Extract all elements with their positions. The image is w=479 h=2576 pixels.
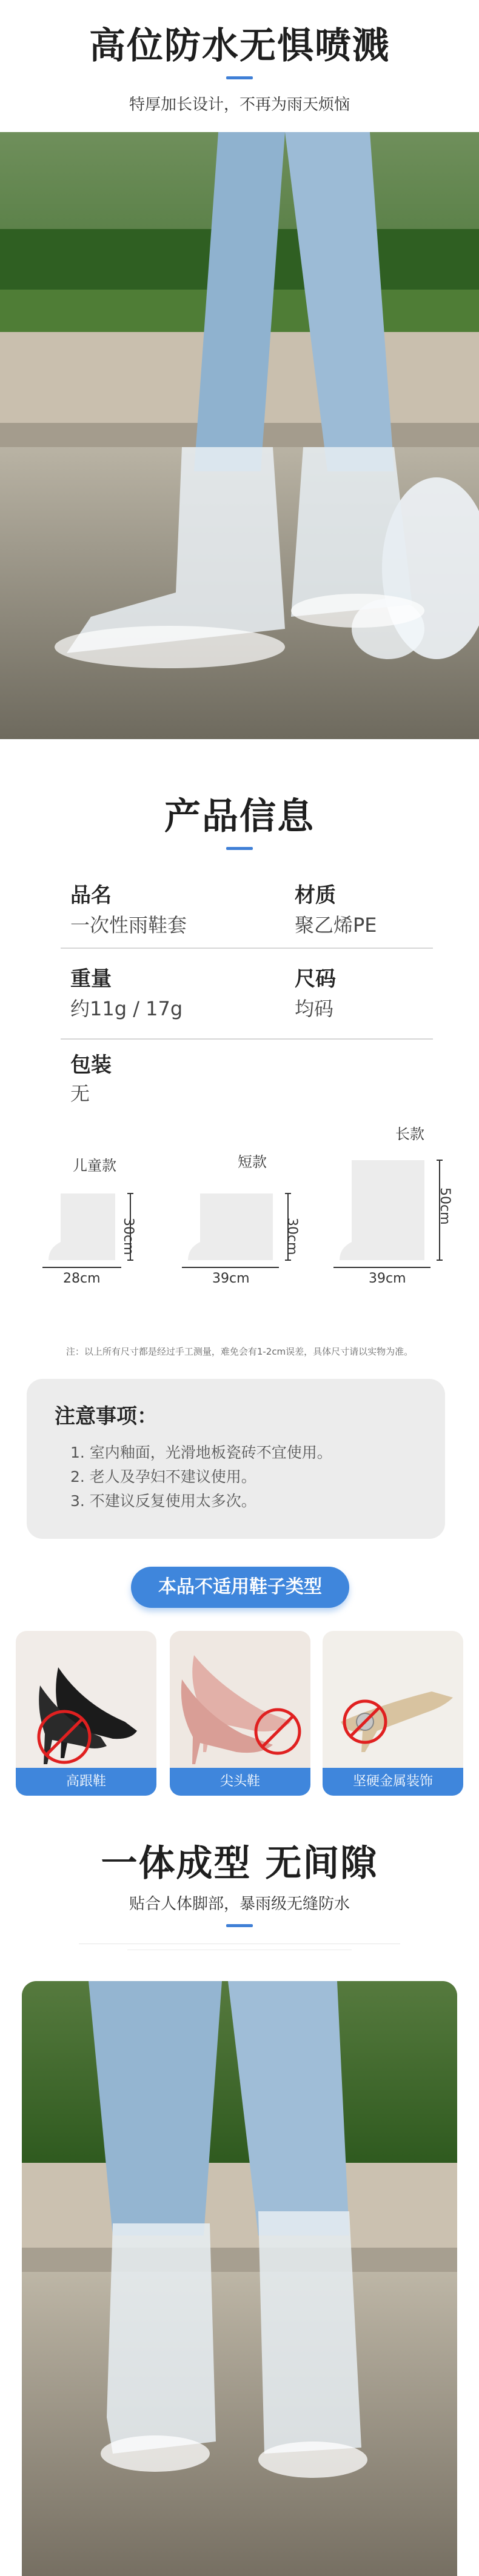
bottom-photo-illustration xyxy=(22,1981,457,2576)
short-width-label: 39cm xyxy=(212,1271,250,1286)
notice-item: 2. 老人及孕妇不建议使用。 xyxy=(70,1468,256,1486)
field-label-package: 包装 xyxy=(70,1053,112,1077)
section3-title: 一体成型 无间隙 xyxy=(101,1842,378,1885)
kids-height-label: 30cm xyxy=(121,1218,136,1255)
high-heel-illustration xyxy=(16,1631,156,1768)
hero-photo-splash xyxy=(0,132,479,739)
short-boot-icon xyxy=(188,1193,273,1260)
section1-title: 高位防水无惧喷溅 xyxy=(89,25,390,67)
bottom-photo-wading xyxy=(22,1981,457,2576)
size-name-long: 长款 xyxy=(395,1126,424,1143)
field-value-name: 一次性雨鞋套 xyxy=(70,914,187,937)
size-name-kids: 儿童款 xyxy=(73,1157,116,1174)
field-value-size: 均码 xyxy=(295,997,334,1020)
pointed-toe-illustration xyxy=(170,1631,310,1768)
notice-item: 3. 不建议反复使用太多次。 xyxy=(70,1492,256,1510)
field-value-package: 无 xyxy=(70,1082,90,1105)
field-value-material: 聚乙烯PE xyxy=(295,914,377,937)
long-width-label: 39cm xyxy=(369,1271,406,1286)
card-high-heel xyxy=(16,1631,156,1796)
kids-width-label: 28cm xyxy=(63,1271,101,1286)
title-accent-bar xyxy=(226,847,253,850)
field-label-size: 尺码 xyxy=(295,967,336,991)
card-label-metal-decoration: 坚硬金属装饰 xyxy=(323,1768,463,1796)
section3-subtitle: 贴合人体脚部，暴雨级无缝防水 xyxy=(129,1895,350,1913)
section2-title: 产品信息 xyxy=(164,795,315,838)
kids-boot-icon xyxy=(49,1193,115,1260)
hero-photo-illustration xyxy=(0,132,479,739)
size-name-short: 短款 xyxy=(238,1154,267,1170)
notice-item: 1. 室内釉面，光滑地板瓷砖不宜使用。 xyxy=(70,1444,332,1461)
info-divider xyxy=(61,948,433,949)
card-pointed-toe xyxy=(170,1631,310,1796)
info-divider xyxy=(61,1038,433,1040)
field-label-weight: 重量 xyxy=(70,967,112,991)
unsuitable-banner: 本品不适用鞋子类型 xyxy=(131,1567,349,1608)
size-note: 注：以上所有尺寸都是经过手工测量，难免会有1-2cm误差，具体尺寸请以实物为准。 xyxy=(65,1346,414,1357)
title-accent-bar xyxy=(226,76,253,79)
card-label-high-heel: 高跟鞋 xyxy=(16,1768,156,1796)
field-value-weight: 约11g / 17g xyxy=(70,997,183,1020)
card-metal-decoration xyxy=(323,1631,463,1796)
notice-title: 注意事项： xyxy=(55,1404,158,1429)
long-boot-icon xyxy=(340,1160,424,1260)
size-diagram xyxy=(36,1139,461,1284)
field-label-material: 材质 xyxy=(295,883,336,908)
section1-subtitle: 特厚加长设计，不再为雨天烦恼 xyxy=(129,96,350,114)
card-label-pointed-toe: 尖头鞋 xyxy=(170,1768,310,1796)
field-label-name: 品名 xyxy=(70,883,112,908)
short-height-label: 30cm xyxy=(284,1218,300,1255)
metal-decoration-illustration xyxy=(323,1631,463,1768)
title-accent-bar xyxy=(226,1924,253,1927)
long-height-label: 50cm xyxy=(437,1187,452,1225)
